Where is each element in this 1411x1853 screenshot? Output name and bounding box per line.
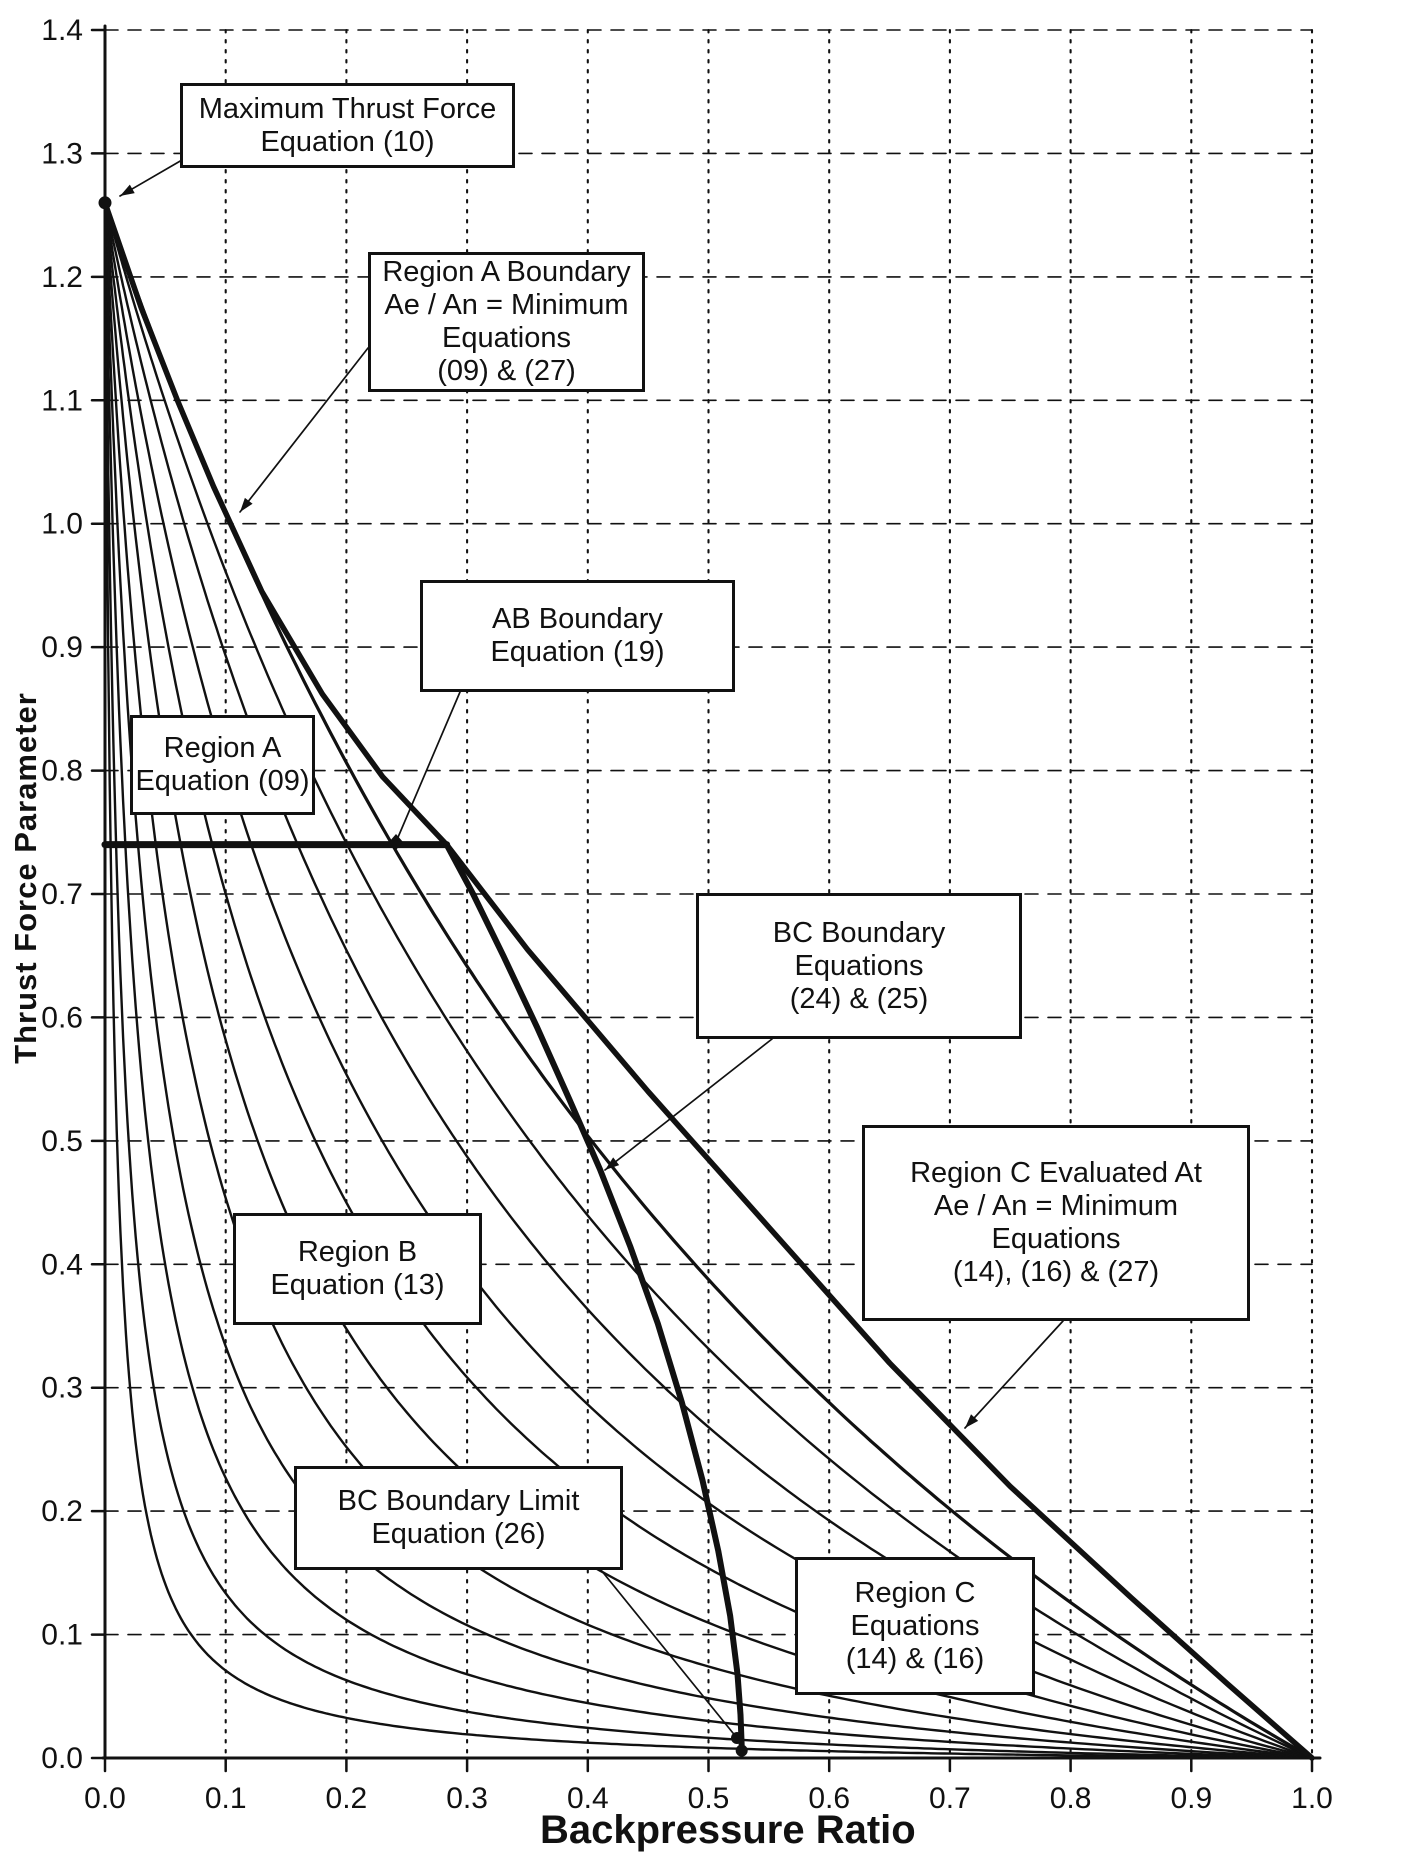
y-tick-label: 0.6: [41, 1001, 83, 1035]
callout-line: Region C Evaluated At: [910, 1157, 1202, 1189]
x-tick-label: 0.3: [446, 1782, 488, 1815]
callout-line: Equations: [442, 322, 571, 354]
callout-bc-boundary: [696, 893, 1022, 1039]
x-tick-label: 0.2: [325, 1782, 368, 1815]
y-tick-label: 0.0: [41, 1742, 83, 1775]
y-tick-label: 0.1: [41, 1618, 83, 1652]
y-tick-label: 1.1: [41, 384, 83, 418]
leader-line-region-c-eval: [965, 1321, 1063, 1428]
y-tick-label: 0.3: [41, 1371, 83, 1405]
y-tick-label: 1.0: [41, 507, 83, 541]
x-tick-label: 0.8: [1049, 1782, 1092, 1815]
callout-line: Ae / An = Minimum: [384, 289, 629, 321]
x-tick-label: 0.5: [687, 1782, 730, 1815]
y-tick-label: 0.5: [41, 1124, 83, 1158]
y-tick-label: 0.7: [41, 878, 83, 911]
callout-line: (24) & (25): [789, 982, 929, 1015]
x-tick-label: 0.7: [929, 1782, 971, 1815]
y-axis-title: Thrust Force Parameter: [8, 692, 43, 1064]
callout-line: (14), (16) & (27): [952, 1256, 1160, 1288]
callout-line: Maximum Thrust Force: [198, 92, 497, 125]
leader-blob-bc-limit: [731, 1732, 743, 1744]
callout-line: Ae / An = Minimum: [933, 1190, 1179, 1222]
callout-line: BC Boundary Limit: [337, 1485, 580, 1517]
leader-line-bc-boundary: [605, 1039, 772, 1170]
callout-line: (09) & (27): [437, 355, 576, 387]
callout-region-c-eval: [862, 1125, 1250, 1321]
y-tick-label: 1.3: [41, 137, 83, 171]
callout-line: Region C: [854, 1576, 976, 1609]
x-tick-label: 1.0: [1291, 1782, 1333, 1815]
bc-limit-foot-marker: [736, 1745, 748, 1757]
callout-line: Equations: [991, 1223, 1121, 1255]
leader-line-ab-boundary: [396, 692, 460, 842]
callout-line: Equation (19): [490, 636, 665, 668]
callout-line: BC Boundary: [772, 916, 946, 949]
callout-line: Region B: [297, 1236, 418, 1268]
y-tick-label: 1.4: [41, 14, 83, 47]
callout-line: Region A: [163, 732, 282, 764]
callout-line: Equation (13): [270, 1269, 445, 1301]
y-tick-label: 0.2: [41, 1495, 83, 1529]
y-tick-label: 0.8: [41, 754, 83, 788]
leader-line-bc-limit: [601, 1570, 737, 1738]
x-tick-label: 0.0: [84, 1782, 126, 1815]
y-tick-label: 1.2: [41, 260, 83, 294]
callout-region-a-boundary: [368, 252, 645, 392]
leader-line-region-a-boundary: [240, 348, 368, 512]
leader-arrowhead-region-a-boundary: [240, 498, 253, 512]
callout-line: (14) & (16): [845, 1642, 985, 1675]
callout-line: Equations: [850, 1609, 980, 1642]
callout-max-thrust: [180, 83, 515, 168]
leader-arrowhead-max-thrust: [120, 185, 135, 196]
y-tick-label: 0.4: [41, 1248, 83, 1282]
callout-line: Region A Boundary: [382, 256, 631, 288]
callout-line: Equation (10): [260, 125, 435, 158]
callout-line: AB Boundary: [492, 603, 663, 635]
callout-line: Equation (09): [135, 765, 310, 797]
callout-line: Equations: [794, 949, 924, 982]
x-tick-label: 0.9: [1170, 1782, 1213, 1815]
callout-ab-boundary: [420, 580, 735, 692]
callout-region-a: [130, 715, 315, 815]
callout-region-b: [233, 1213, 482, 1325]
apex-point-marker: [99, 196, 112, 209]
x-tick-label: 0.4: [566, 1782, 609, 1815]
callout-line: Equation (26): [371, 1518, 546, 1550]
callout-bc-limit: [294, 1466, 623, 1570]
y-tick-label: 0.9: [41, 631, 83, 665]
x-axis-title: Backpressure Ratio: [540, 1808, 916, 1852]
callout-region-c: [795, 1557, 1035, 1695]
x-tick-label: 0.6: [808, 1782, 851, 1815]
x-tick-label: 0.1: [204, 1782, 247, 1815]
